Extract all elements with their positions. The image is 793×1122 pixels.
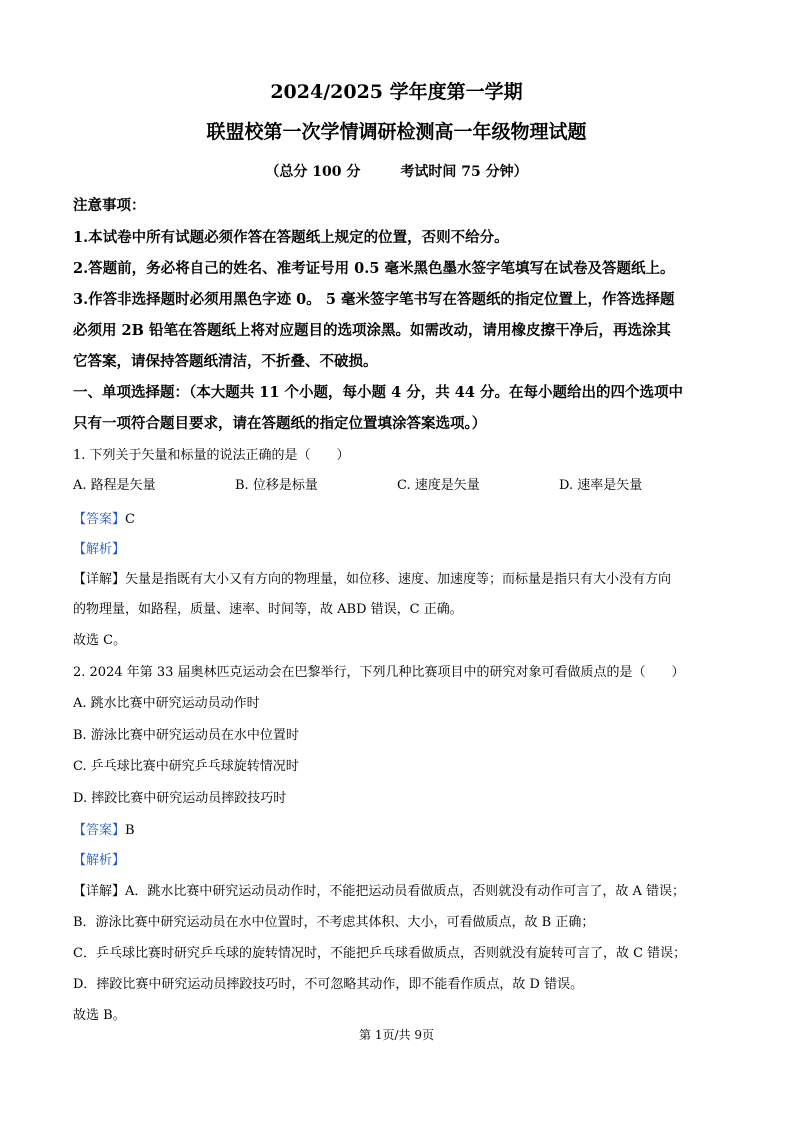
q1-detail-line-1: 【详解】矢量是指既有大小又有方向的物理量，如位移、速度、加速度等；而标量是指只有大小没有方向 [73,572,672,587]
exam-title: 联盟校第一次学情调研检测高一年级物理试题 [206,121,587,143]
q2-option-a: A. 跳水比赛中研究运动员动作时 [73,696,260,711]
q1-option-a: A. 路程是矢量 [73,478,156,493]
q2-detail-c: C．乒乓球比赛时研究乒乓球的旋转情况时，不能把乒乓球看做质点，否则就没有旋转可言了，故 C 错误； [73,946,687,961]
notice-item-3-line-2: 必须用 2B 铅笔在答题纸上将对应题目的选项涂黑。如需改动，请用橡皮擦干净后，再选涂其 [73,322,671,339]
q2-detail-d: D．摔跤比赛中研究运动员摔跤技巧时，不可忽略其动作，即不能看作质点，故 D 错误。 [73,977,584,992]
notice-item-2: 2.答题前，务必将自己的姓名、准考证号用 0.5 毫米黑色墨水签字笔填写在试卷及答题纸上。 [73,260,675,277]
detail-tag: 【详解】 [73,572,126,587]
q1-stem: 1. 下列关于矢量和标量的说法正确的是（ ） [73,448,350,463]
analysis-tag: 【解析】 [73,853,126,868]
detail-tag: 【详解】 [73,884,126,899]
q1-option-d: D. 速率是矢量 [559,478,643,493]
notice-item-3-line-1: 3.作答非选择题时必须用黑色字迹 0。 5 毫米签字笔书写在答题纸的指定位置上，作答选择题 [73,291,675,308]
q2-option-c: C. 乒乓球比赛中研究乒乓球旋转情况时 [73,759,299,774]
q1-conclusion: 故选 C。 [73,633,127,648]
q1-option-c: C. 速度是矢量 [397,478,480,493]
q1-detail-line-2: 的物理量，如路程，质量、速率、时间等，故 ABD 错误，C 正确。 [73,602,463,617]
section-heading-line-2: 只有一项符合题目要求，请在答题纸的指定位置填涂答案选项。） [73,415,487,432]
answer-tag: 【答案】 [73,512,126,527]
q2-detail-a: 【详解】A．跳水比赛中研究运动员动作时，不能把运动员看做质点，否则就没有动作可言了，故 A 错误； [73,884,686,899]
exam-time: 考试时间 75 分钟） [400,164,528,180]
q2-option-b: B. 游泳比赛中研究运动员在水中位置时 [73,728,299,743]
q2-conclusion: 故选 B。 [73,1008,126,1023]
q1-options [73,474,733,493]
q2-answer [73,819,733,838]
q2-stem: 2. 2024 年第 33 届奥林匹克运动会在巴黎举行，下列几种比赛项目中的研究对象可看做质点的是（ ） [73,665,685,680]
q2-detail-b: B．游泳比赛中研究运动员在水中位置时，不考虑其体积、大小，可看做质点，故 B 正确； [73,915,595,930]
notice-item-3-line-3: 它答案，请保持答题纸清洁，不折叠、不破损。 [73,353,378,370]
exam-info [0,161,793,181]
q1-answer-value: C [125,512,135,527]
page-number: 第 1页/共 9页 [359,1028,434,1042]
answer-tag: 【答案】 [73,823,126,838]
q2-option-d: D. 摔跤比赛中研究运动员摔跤技巧时 [73,791,287,806]
notice-item-1: 1.本试卷中所有试题必须作答在答题纸上规定的位置，否则不给分。 [73,229,509,246]
q1-analysis [73,538,733,557]
section-heading-line-1: 一、单项选择题：（本大题共 11 个小题，每小题 4 分，共 44 分。在每小题给出的四个选项中 [73,384,683,401]
notice-title: 注意事项： [73,197,146,214]
q2-analysis [73,849,733,868]
total-score: （总分 100 分 [265,164,361,180]
q1-option-b: B. 位移是标量 [235,478,318,493]
q1-answer [73,508,733,527]
exam-year-title: 2024/2025 学年度第一学期 [270,81,523,103]
analysis-tag: 【解析】 [73,542,126,557]
q2-answer-value: B [125,823,135,838]
